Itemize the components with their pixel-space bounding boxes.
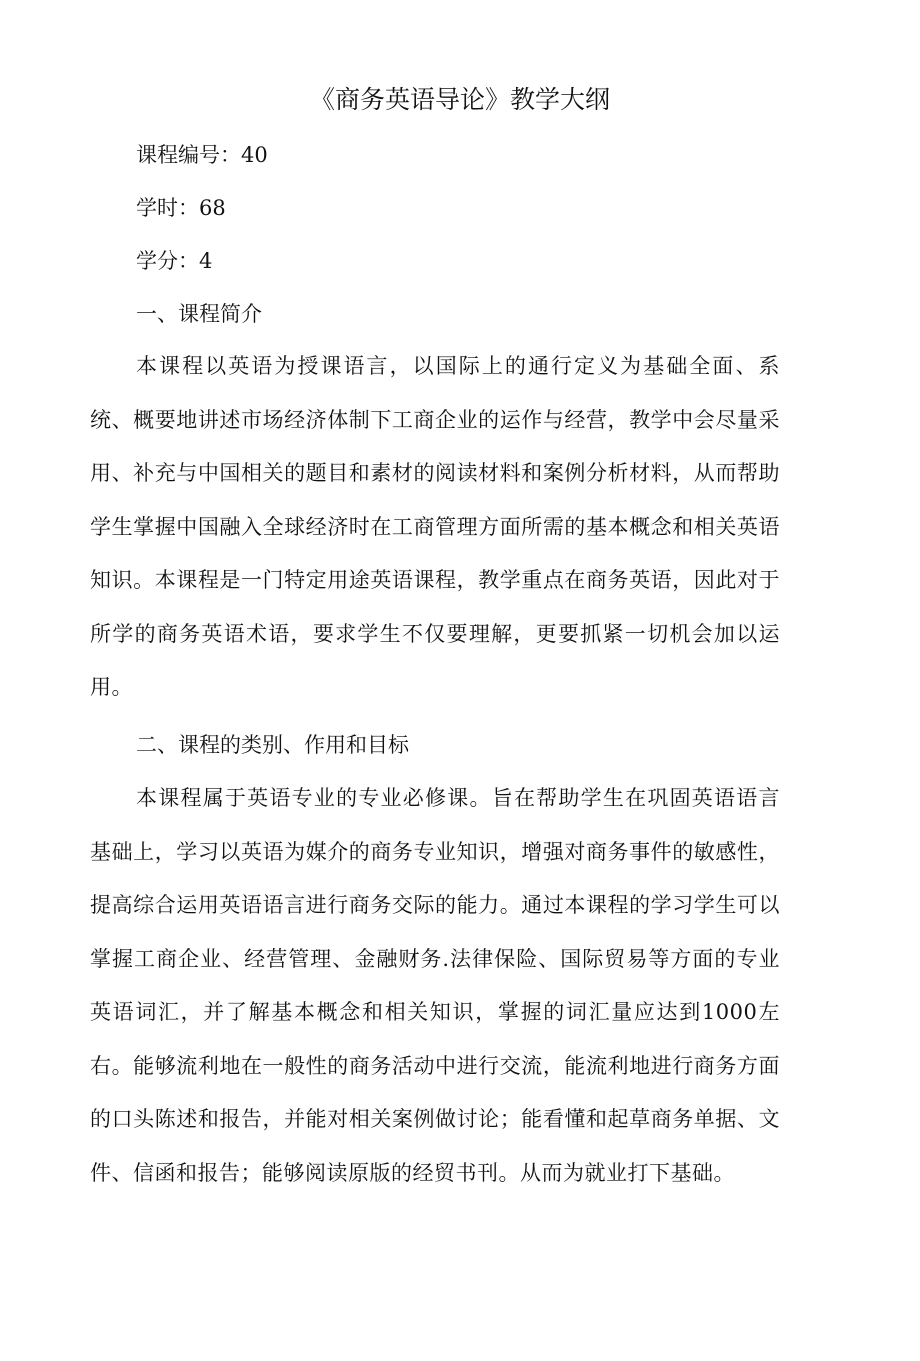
section-body-objectives: 本课程属于英语专业的专业必修课。旨在帮助学生在巩固英语语言基础上，学习以英语为媒介的商务专业知识，增强对商务事件的敏感性，提高综合运用英语语言进行商务交际的能力。通过本课程的学习学生可以掌握工商企业、经营管理、金融财务.法律保险、国际贸易等方面的专业英语词汇，并了解基本概念和相关知识，掌握的词汇量应达到1000左右。能够流利地在一般性的商务活动中进行交流，能流利地进行商务方面的口头陈述和报告，并能对相关案例做讨论；能看懂和起草商务单据、文件、信函和报告；能够阅读原版的经贸书刊。从而为就业打下基础。: [90, 786, 780, 1185]
section-body-introduction: 本课程以英语为授课语言，以国际上的通行定义为基础全面、系统、概要地讲述市场经济体制下工商企业的运作与经营，教学中会尽量采用、补充与中国相关的题目和素材的阅读材料和案例分析材料，从而帮助学生掌握中国融入全球经济时在工商管理方面所需的基本概念和相关英语知识。本课程是一门特定用途英语课程，教学重点在商务英语，因此对于所学的商务英语术语，要求学生不仅要理解，更要抓紧一切机会加以运用。: [90, 354, 780, 699]
document-title: 《商务英语导论》教学大纲: [309, 85, 610, 114]
course-hours: 学时：68: [136, 196, 226, 220]
course-credits: 学分：4: [136, 249, 213, 273]
course-number: 课程编号：40: [136, 143, 268, 167]
section-heading-objectives: 二、课程的类别、作用和目标: [136, 733, 409, 757]
section-heading-introduction: 一、课程简介: [136, 302, 262, 326]
